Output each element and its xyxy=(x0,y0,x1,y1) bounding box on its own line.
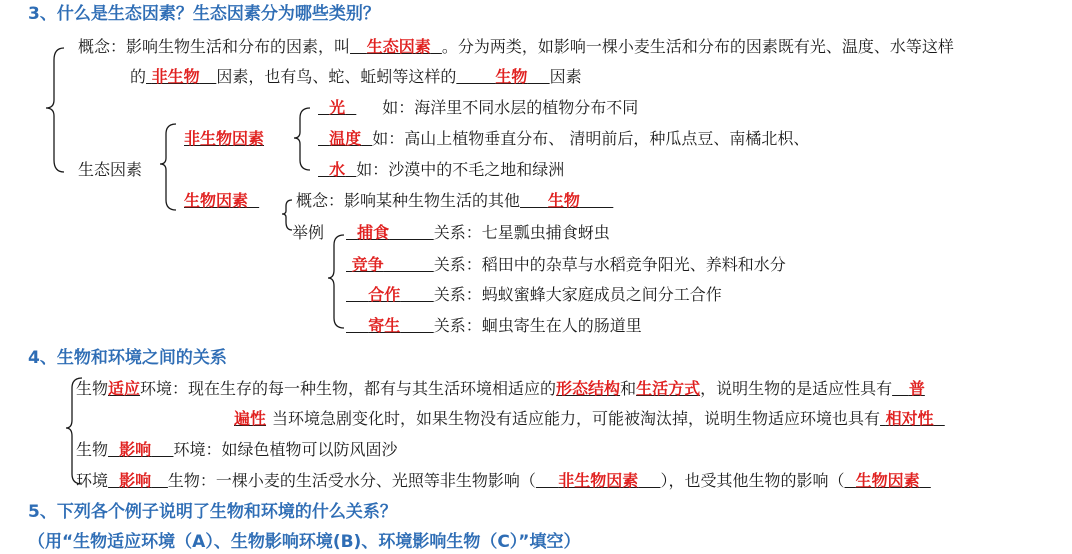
answer-blank xyxy=(346,285,434,304)
abiotic-water-text: 如：沙漠中的不毛之地和绿洲 xyxy=(356,160,565,179)
adapt-t1: 生物 xyxy=(76,379,109,398)
abiotic-item-temp xyxy=(318,128,809,150)
concept-text3: 的 xyxy=(130,67,147,86)
answer-competition: 竞争 xyxy=(351,255,384,274)
answer-biotic: 生物 xyxy=(495,67,528,86)
answer-predation: 捕食 xyxy=(357,223,390,242)
q4-env-line xyxy=(76,470,931,492)
biotic-label-text: 生物因素 xyxy=(184,191,249,210)
example-predation-text: 关系：七星瓢虫捕食蚜虫 xyxy=(433,223,610,242)
concept-text4: 因素，也有鸟、蛇、蚯蚓等这样的 xyxy=(216,67,457,86)
brace-examples xyxy=(328,235,344,328)
answer-affect: 影响 xyxy=(119,440,152,459)
q4-adapt-line2 xyxy=(234,408,945,430)
answer-blank xyxy=(350,37,442,56)
q5-subtitle: （用“生物适应环境（A）、生物影响环境(B)、环境影响生物（C）”填空） xyxy=(28,532,581,552)
example-predation xyxy=(346,222,610,244)
answer-biotic-factor: 生物因素 xyxy=(855,471,920,490)
answer-form-structure: 形态结构 xyxy=(556,379,621,398)
affect-t2: 环境：如绿色植物可以防风固沙 xyxy=(173,440,398,459)
brace-factor-types xyxy=(160,124,176,210)
answer-universality-a: 普 xyxy=(908,379,925,398)
concept-label: 概念： xyxy=(78,37,127,56)
biotic-concept-text: 概念：影响某种生物生活的其他 xyxy=(296,191,521,210)
example-label: 举例 xyxy=(292,223,325,242)
answer-blank xyxy=(346,255,434,274)
answer-cooperation: 合作 xyxy=(368,285,401,304)
affect-t1: 生物 xyxy=(76,440,109,459)
answer-blank xyxy=(108,440,173,459)
answer-light: 光 xyxy=(329,98,346,117)
abiotic-item-water xyxy=(318,159,564,181)
answer-blank xyxy=(520,191,613,210)
concept-text1: 影响生物生活和分布的因素，叫 xyxy=(126,37,351,56)
adapt-t5: 当环境急剧变化时，如果生物没有适应能力，可能被淘汰掉，说明生物适应环境也具有 xyxy=(272,409,881,428)
brace-biotic xyxy=(282,200,292,230)
answer-blank xyxy=(536,471,661,490)
answer-blank xyxy=(892,379,925,398)
abiotic-item-light xyxy=(318,97,638,119)
answer-blank xyxy=(456,67,549,86)
abiotic-label xyxy=(184,128,264,150)
answer-blank xyxy=(108,471,168,490)
answer-abiotic-factor: 非生物因素 xyxy=(558,471,639,490)
q3-concept-line2 xyxy=(130,66,582,88)
example-competition xyxy=(346,254,786,276)
env-t3: ），也受其他生物的影响（ xyxy=(660,471,845,490)
q5-title: 5、下列各个例子说明了生物和环境的什么关系？ xyxy=(28,502,397,522)
answer-abiotic: 非生物 xyxy=(151,67,200,86)
answer-parasitism: 寄生 xyxy=(368,316,401,335)
example-competition-text: 关系：稻田中的杂草与水稻竞争阳光、养料和水分 xyxy=(433,255,786,274)
example-parasitism xyxy=(346,315,642,337)
answer-blank xyxy=(845,471,931,490)
brace-q3-main xyxy=(46,48,64,172)
example-cooperation xyxy=(346,284,722,306)
concept-text2: 。分为两类，如影响一棵小麦生活和分布的因素既有光、温度、水等这样 xyxy=(441,37,954,56)
q3-title: 3、什么是生态因素？生态因素分为哪些类别？ xyxy=(28,4,380,24)
answer-blank xyxy=(318,98,356,117)
q4-adapt-line1 xyxy=(76,378,925,400)
q4-affect-line xyxy=(76,439,397,461)
example-parasitism-text: 关系：蛔虫寄生在人的肠道里 xyxy=(433,316,642,335)
answer-eco-factor: 生态因素 xyxy=(366,37,431,56)
example-cooperation-text: 关系：蚂蚁蜜蜂大家庭成员之间分工合作 xyxy=(433,285,722,304)
answer-adapt: 适应 xyxy=(108,379,141,398)
env-t2: 生物：一棵小麦的生活受水分、光照等非生物影响（ xyxy=(167,471,536,490)
answer-blank xyxy=(346,316,434,335)
eco-factor-label: 生态因素 xyxy=(78,160,143,179)
answer-temperature: 温度 xyxy=(329,129,362,148)
abiotic-label-text: 非生物因素 xyxy=(184,129,265,148)
answer-blank xyxy=(346,223,434,242)
answer-lifestyle: 生活方式 xyxy=(636,379,701,398)
q4-title: 4、生物和环境之间的关系 xyxy=(28,348,227,368)
answer-biotic-concept: 生物 xyxy=(547,191,580,210)
biotic-label xyxy=(184,190,259,212)
abiotic-temp-text: 如：高山上植物垂直分布、 清明前后，种瓜点豆、南橘北枳、 xyxy=(372,129,810,148)
answer-env-affect: 影响 xyxy=(119,471,152,490)
biotic-concept xyxy=(296,190,613,212)
concept-text5: 因素 xyxy=(549,67,582,86)
adapt-t2: 环境：现在生存的每一种生物，都有与其生活环境相适应的 xyxy=(140,379,557,398)
answer-blank xyxy=(318,160,356,179)
answer-blank xyxy=(880,409,945,428)
answer-blank xyxy=(318,129,372,148)
answer-water: 水 xyxy=(329,160,346,179)
q3-concept-line1 xyxy=(78,36,954,58)
answer-relativity: 相对性 xyxy=(885,409,934,428)
answer-blank xyxy=(146,67,216,86)
adapt-t3: 和 xyxy=(620,379,637,398)
adapt-t4: ，说明生物的是适应性具有 xyxy=(700,379,893,398)
env-t1: 环境 xyxy=(76,471,109,490)
abiotic-light-text: 如：海洋里不同水层的植物分布不同 xyxy=(382,98,639,117)
brace-abiotic xyxy=(294,108,310,170)
answer-universality-b: 遍性 xyxy=(234,409,267,428)
